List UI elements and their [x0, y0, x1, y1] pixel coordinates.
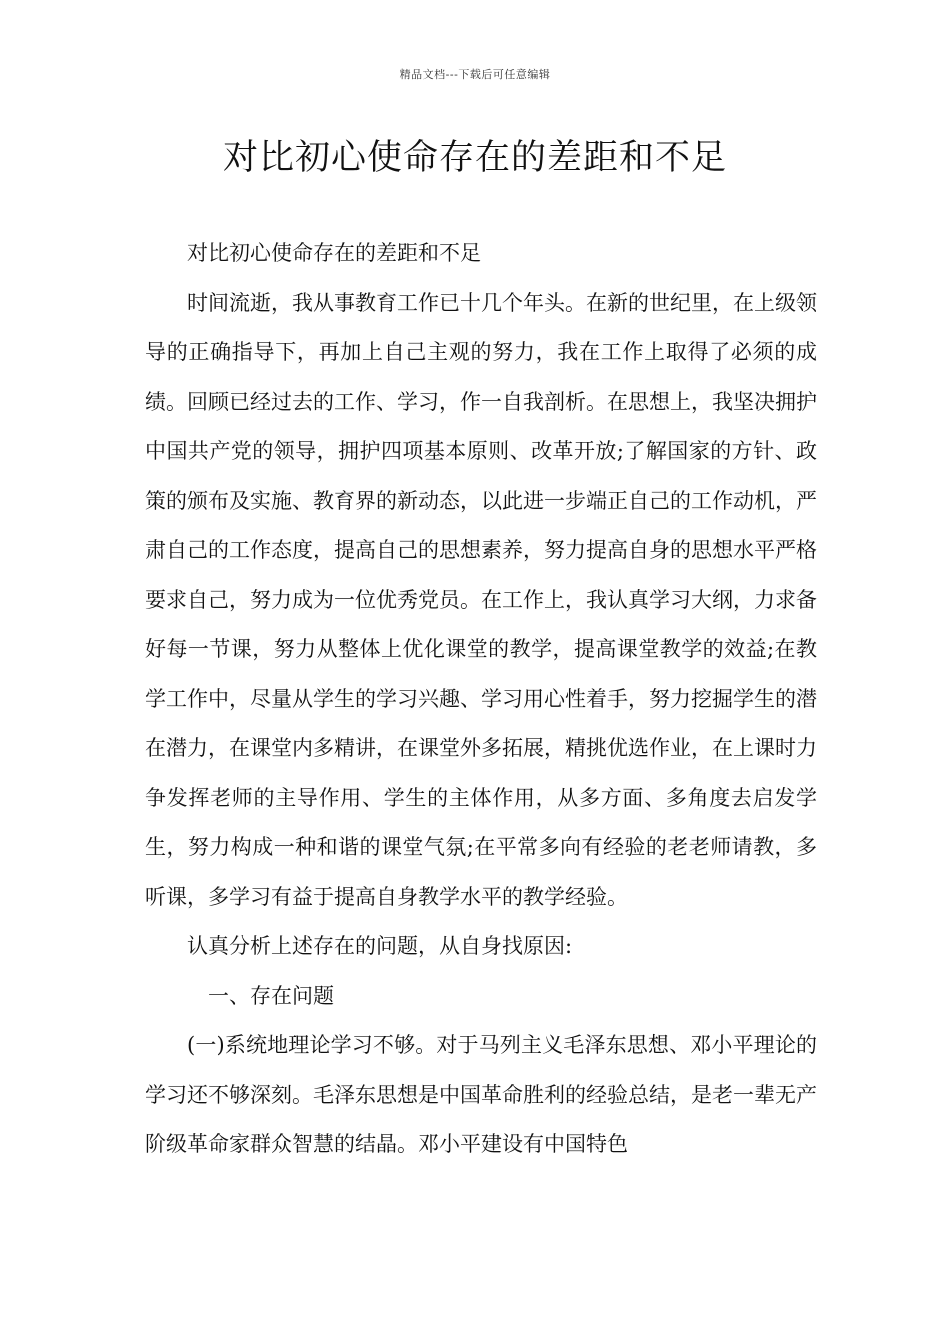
paragraph-intro-title: 对比初心使命存在的差距和不足: [187, 241, 481, 265]
document-title: 对比初心使命存在的差距和不足: [222, 138, 727, 178]
paragraph-theory-study: (一)系统地理论学习不够。对于马列主义毛泽东思想、邓小平理论的学习还不够深刻。毛泽东思想是中国革命胜利的经验总结，是老一辈无产阶级革命家群众智慧的结晶。邓小平建设有中国特色: [145, 1033, 817, 1156]
paragraph-analysis-intro: 认真分析上述存在的问题，从自身找原因:: [187, 934, 573, 958]
page-header-note: 精品文档---下载后可任意编辑: [399, 68, 551, 81]
document-body: [145, 229, 817, 1170]
section-heading-problems: 一、存在问题: [208, 983, 334, 1008]
paragraph-self-review: 时间流逝，我从事教育工作已十几个年头。在新的世纪里，在上级领导的正确指导下，再加上自己主观的努力，我在工作上取得了必须的成绩。回顾已经过去的工作、学习，作一自我剖析。在思想上，我坚决拥护中国共产党的领导，拥护四项基本原则、改革开放;了解国家的方针、政策的颁布及实施、教育界的新动态，以此进一步端正自己的工作动机，严肃自己的工作态度，提高自己的思想素养，努力提高自身的思想水平严格要求自己，努力成为一位优秀党员。在工作上，我认真学习大纲，力求备好每一节课，努力从整体上优化课堂的教学，提高课堂教学的效益;在教学工作中，尽量从学生的学习兴趣、学习用心性着手，努力挖掘学生的潜在潜力，在课堂内多精讲，在课堂外多拓展，精挑优选作业，在上课时力争发挥老师的主导作用、学生的主体作用，从多方面、多角度去启发学生，努力构成一种和谐的课堂气氛;在平常多向有经验的老老师请教，多听课，多学习有益于提高自身教学水平的教学经验。: [145, 290, 817, 909]
